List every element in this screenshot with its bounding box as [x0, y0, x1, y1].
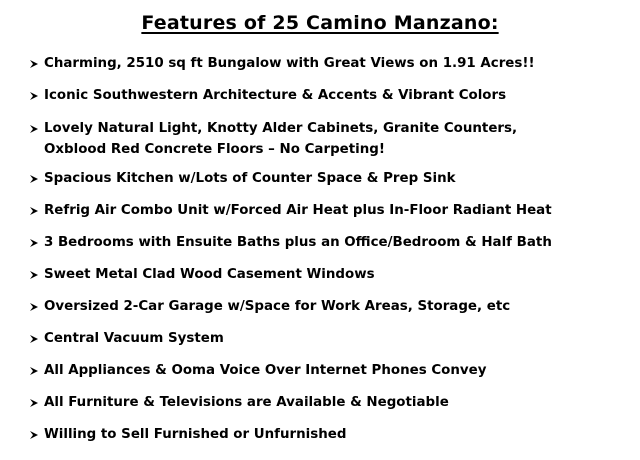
list-item — [44, 264, 634, 285]
arrow-bullet-icon — [29, 85, 41, 106]
arrow-bullet-icon — [29, 296, 41, 317]
arrow-bullet-icon — [29, 118, 41, 139]
list-item-text: Spacious Kitchen w/Lots of Counter Space & Prep Sink — [44, 171, 456, 186]
arrow-bullet-icon — [29, 168, 41, 189]
arrow-bullet-icon — [29, 360, 41, 381]
arrow-bullet-icon — [29, 328, 41, 349]
list-item-text: Lovely Natural Light, Knotty Alder Cabinets, Granite Counters, — [44, 121, 518, 136]
arrow-bullet-icon — [29, 392, 41, 413]
list-item-text: 3 Bedrooms with Ensuite Baths plus an Office/Bedroom & Half Bath — [44, 235, 552, 250]
list-item — [44, 424, 634, 445]
list-item — [44, 168, 634, 189]
list-item-text-continued: Oxblood Red Concrete Floors – No Carpeting! — [44, 142, 385, 157]
list-item-text: Central Vacuum System — [44, 331, 224, 346]
arrow-bullet-icon — [29, 53, 41, 74]
list-item — [44, 392, 634, 413]
list-item-text: Willing to Sell Furnished or Unfurnished — [44, 427, 347, 442]
list-item-text: Oversized 2-Car Garage w/Space for Work Areas, Storage, etc — [44, 299, 511, 314]
list-item — [44, 296, 634, 317]
list-item-text: All Appliances & Ooma Voice Over Internet Phones Convey — [44, 363, 487, 378]
page-title-text: Features of 25 Camino Manzano: — [141, 12, 499, 34]
list-item — [44, 53, 634, 74]
list-item — [44, 118, 634, 160]
list-item — [44, 328, 634, 349]
arrow-bullet-icon — [29, 200, 41, 221]
list-item — [44, 232, 634, 253]
arrow-bullet-icon — [29, 264, 41, 285]
list-item — [44, 200, 634, 221]
list-item-text: Sweet Metal Clad Wood Casement Windows — [44, 267, 375, 282]
page-title — [0, 10, 640, 36]
list-item — [44, 85, 634, 106]
list-item-text: Refrig Air Combo Unit w/Forced Air Heat plus In-Floor Radiant Heat — [44, 203, 552, 218]
arrow-bullet-icon — [29, 232, 41, 253]
list-item-text: Charming, 2510 sq ft Bungalow with Great Views on 1.91 Acres!! — [44, 56, 535, 71]
arrow-bullet-icon — [29, 424, 41, 445]
list-item — [44, 360, 634, 381]
list-item-text: Iconic Southwestern Architecture & Accents & Vibrant Colors — [44, 88, 507, 103]
list-item-text: All Furniture & Televisions are Available & Negotiable — [44, 395, 449, 410]
